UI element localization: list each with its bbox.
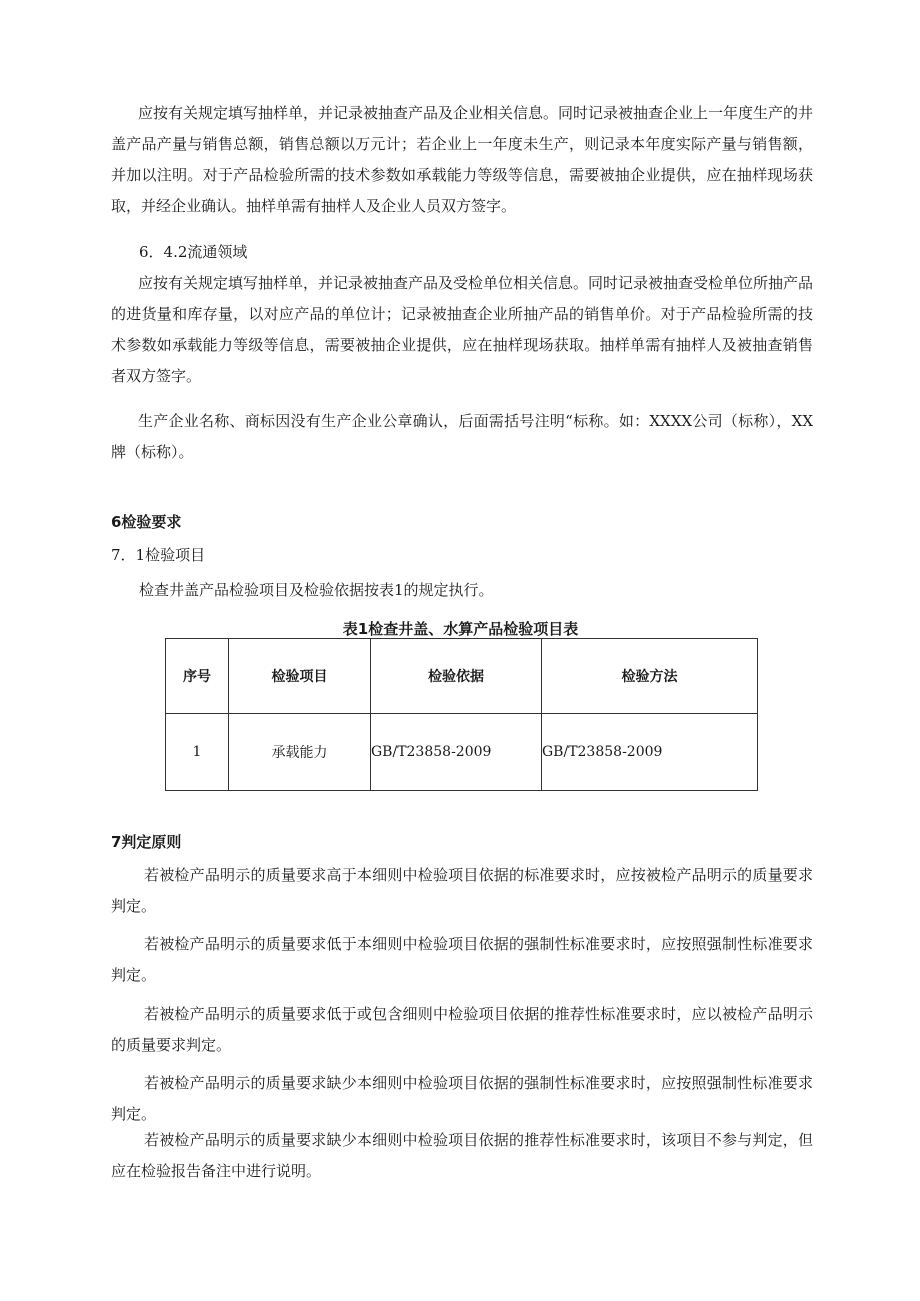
header-inspection-basis: 检验依据 <box>371 639 542 714</box>
cell-serial-no: 1 <box>166 714 229 791</box>
paragraph-judgement-2: 若被检产品明示的质量要求低于本细则中检验项目依据的强制性标准要求时，应按照强制性标准要求判定。 <box>111 935 813 984</box>
table-header-row <box>166 639 758 714</box>
subheading-circulation: 6．4.2流通领域 <box>139 243 248 261</box>
inspection-items-table <box>165 638 758 791</box>
paragraph-judgement-1: 若被检产品明示的质量要求高于本细则中检验项目依据的标准要求时，应按被检产品明示的质量要求判定。 <box>111 866 813 915</box>
paragraph-judgement-5: 若被检产品明示的质量要求缺少本细则中检验项目依据的推荐性标准要求时，该项目不参与判定，但应在检验报告备注中进行说明。 <box>111 1131 813 1180</box>
table-row <box>166 714 758 791</box>
subheading-inspection-items: 7．1检验项目 <box>111 546 206 564</box>
cell-inspection-method: GB/T23858-2009 <box>542 714 758 791</box>
table-caption: 表1检查井盖、水算产品检验项目表 <box>342 620 579 638</box>
paragraph-inspection-intro: 检查井盖产品检验项目及检验依据按表1的规定执行。 <box>139 581 494 599</box>
heading-judgement-principles: 7判定原则 <box>111 833 182 851</box>
header-serial-no: 序号 <box>166 639 229 714</box>
paragraph-judgement-4: 若被检产品明示的质量要求缺少本细则中检验项目依据的强制性标准要求时，应按照强制性标准要求判定。 <box>111 1074 813 1123</box>
paragraph-circulation-sampling: 应按有关规定填写抽样单，并记录被抽查产品及受检单位相关信息。同时记录被抽查受检单位所抽产品的进货量和库存量，以对应产品的单位计；记录被抽查企业所抽产品的销售单价。对于产品检验所需的技术参数如承载能力等级等信息，需要被抽企业提供，应在抽样现场获取。抽样单需有抽样人及被抽查销售者双方签字。 <box>111 274 814 385</box>
heading-inspection-requirements: 6检验要求 <box>111 513 182 531</box>
paragraph-label-note: 生产企业名称、商标因没有生产企业公章确认，后面需括号注明“标称。如：XXXX公司（标称），XX牌（标称）。 <box>111 412 813 461</box>
paragraph-judgement-3: 若被检产品明示的质量要求低于或包含细则中检验项目依据的推荐性标准要求时，应以被检产品明示的质量要求判定。 <box>111 1005 813 1054</box>
header-inspection-item: 检验项目 <box>229 639 371 714</box>
paragraph-production-sampling: 应按有关规定填写抽样单，并记录被抽查产品及企业相关信息。同时记录被抽查企业上一年度生产的井盖产品产量与销售总额，销售总额以万元计；若企业上一年度未生产，则记录本年度实际产量与销售额，并加以注明。对于产品检验所需的技术参数如承载能力等级等信息，需要被抽企业提供，应在抽样现场获取，并经企业确认。抽样单需有抽样人及企业人员双方签字。 <box>111 104 814 215</box>
cell-inspection-basis: GB/T23858-2009 <box>371 714 542 791</box>
header-inspection-method: 检验方法 <box>542 639 758 714</box>
cell-inspection-item: 承载能力 <box>229 714 371 791</box>
